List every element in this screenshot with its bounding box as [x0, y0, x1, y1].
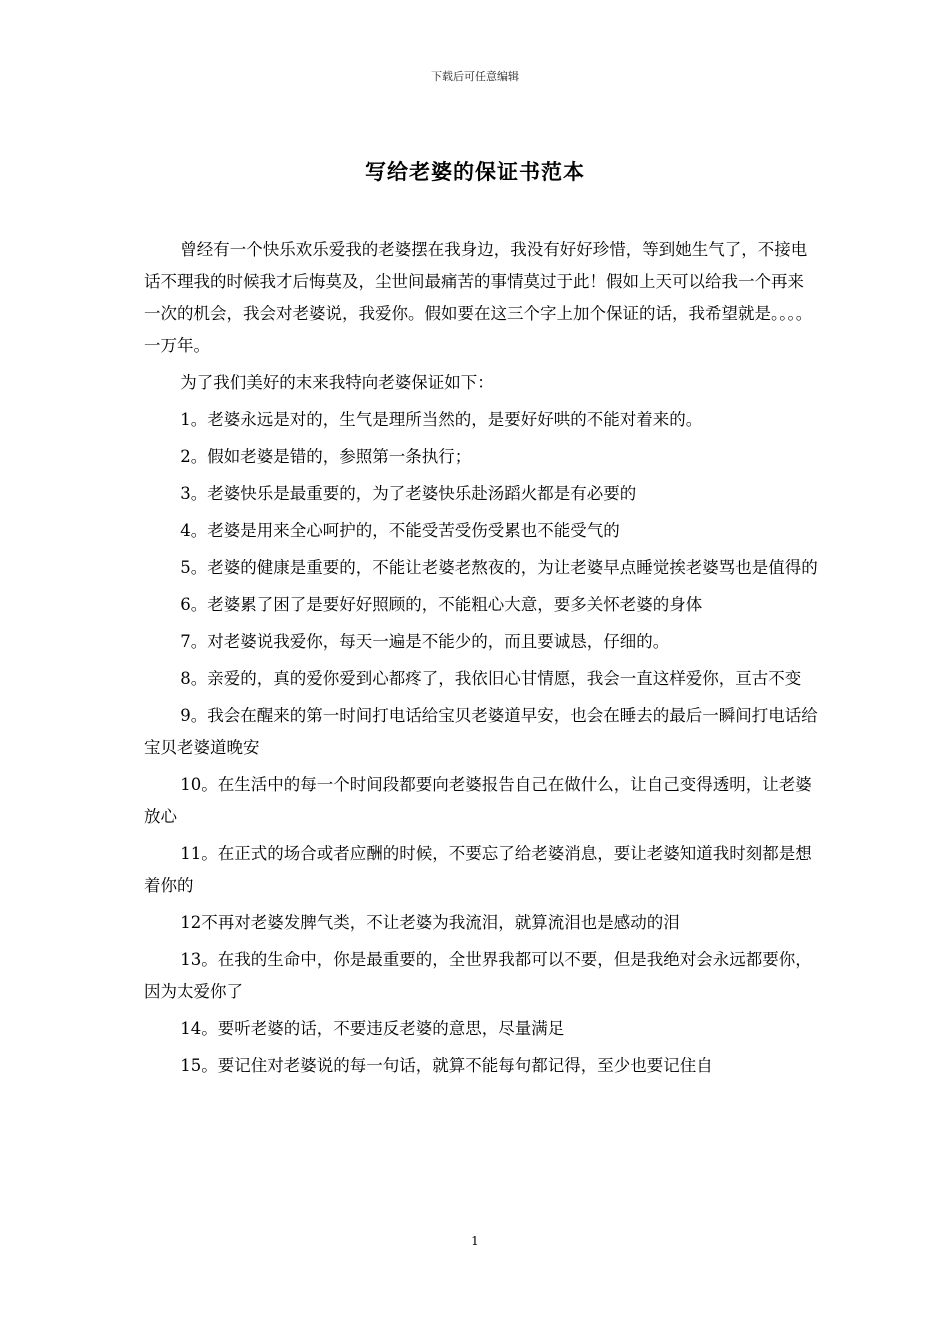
header-note: 下载后可任意编辑: [431, 70, 519, 83]
paragraph-pledge-lead: 为了我们美好的末来我特向老婆保证如下：: [180, 373, 494, 392]
paragraph-intro: 曾经有一个快乐欢乐爱我的老婆摆在我身边，我没有好好珍惜，等到她生气了，不接电话不理我的时候我才后悔莫及，尘世间最痛苦的事情莫过于此！假如上天可以给我一个再来一次的机会，我会对老婆说，我爱你。假如要在这三个字上加个保证的话，我希望就是。。。。一万年。: [144, 240, 813, 355]
pledge-item-10: 10。在生活中的每一个时间段都要向老婆报告自己在做什么，让自己变得透明，让老婆放心: [144, 775, 812, 826]
page-number: 1: [471, 1234, 479, 1248]
pledge-item-1: 1。老婆永远是对的，生气是理所当然的，是要好好哄的不能对着来的。: [180, 410, 703, 429]
pledge-item-11: 11。在正式的场合或者应酬的时候，不要忘了给老婆消息，要让老婆知道我时刻都是想着你的: [144, 844, 812, 895]
pledge-item-8: 8。亲爱的，真的爱你爱到心都疼了，我依旧心甘情愿，我会一直这样爱你，亘古不变: [180, 669, 802, 688]
pledge-item-9: 9。我会在醒来的第一时间打电话给宝贝老婆道早安，也会在睡去的最后一瞬间打电话给宝贝老婆道晚安: [144, 706, 818, 757]
pledge-item-4: 4。老婆是用来全心呵护的，不能受苦受伤受累也不能受气的: [180, 521, 620, 540]
pledge-item-12: 12不再对老婆发脾气类，不让老婆为我流泪，就算流泪也是感动的泪: [180, 913, 680, 932]
document-body: [144, 234, 820, 1087]
document-title: 写给老婆的保证书范本: [365, 159, 585, 184]
pledge-item-7: 7。对老婆说我爱你，每天一遍是不能少的，而且要诚恳，仔细的。: [180, 632, 670, 651]
pledge-item-6: 6。老婆累了困了是要好好照顾的，不能粗心大意，要多关怀老婆的身体: [180, 595, 703, 614]
pledge-item-3: 3。老婆快乐是最重要的，为了老婆快乐赴汤蹈火都是有必要的: [180, 484, 637, 503]
pledge-item-5: 5。老婆的健康是重要的，不能让老婆老熬夜的，为让老婆早点睡觉挨老婆骂也是值得的: [180, 558, 818, 577]
pledge-item-13: 13。在我的生命中，你是最重要的，全世界我都可以不要，但是我绝对会永远都要你，因为太爱你了: [144, 950, 812, 1001]
pledge-item-15: 15。要记住对老婆说的每一句话，就算不能每句都记得，至少也要记住自: [180, 1056, 713, 1075]
pledge-item-14: 14。要听老婆的话，不要违反老婆的意思，尽量满足: [180, 1019, 565, 1038]
pledge-item-2: 2。假如老婆是错的，参照第一条执行；: [180, 447, 472, 466]
